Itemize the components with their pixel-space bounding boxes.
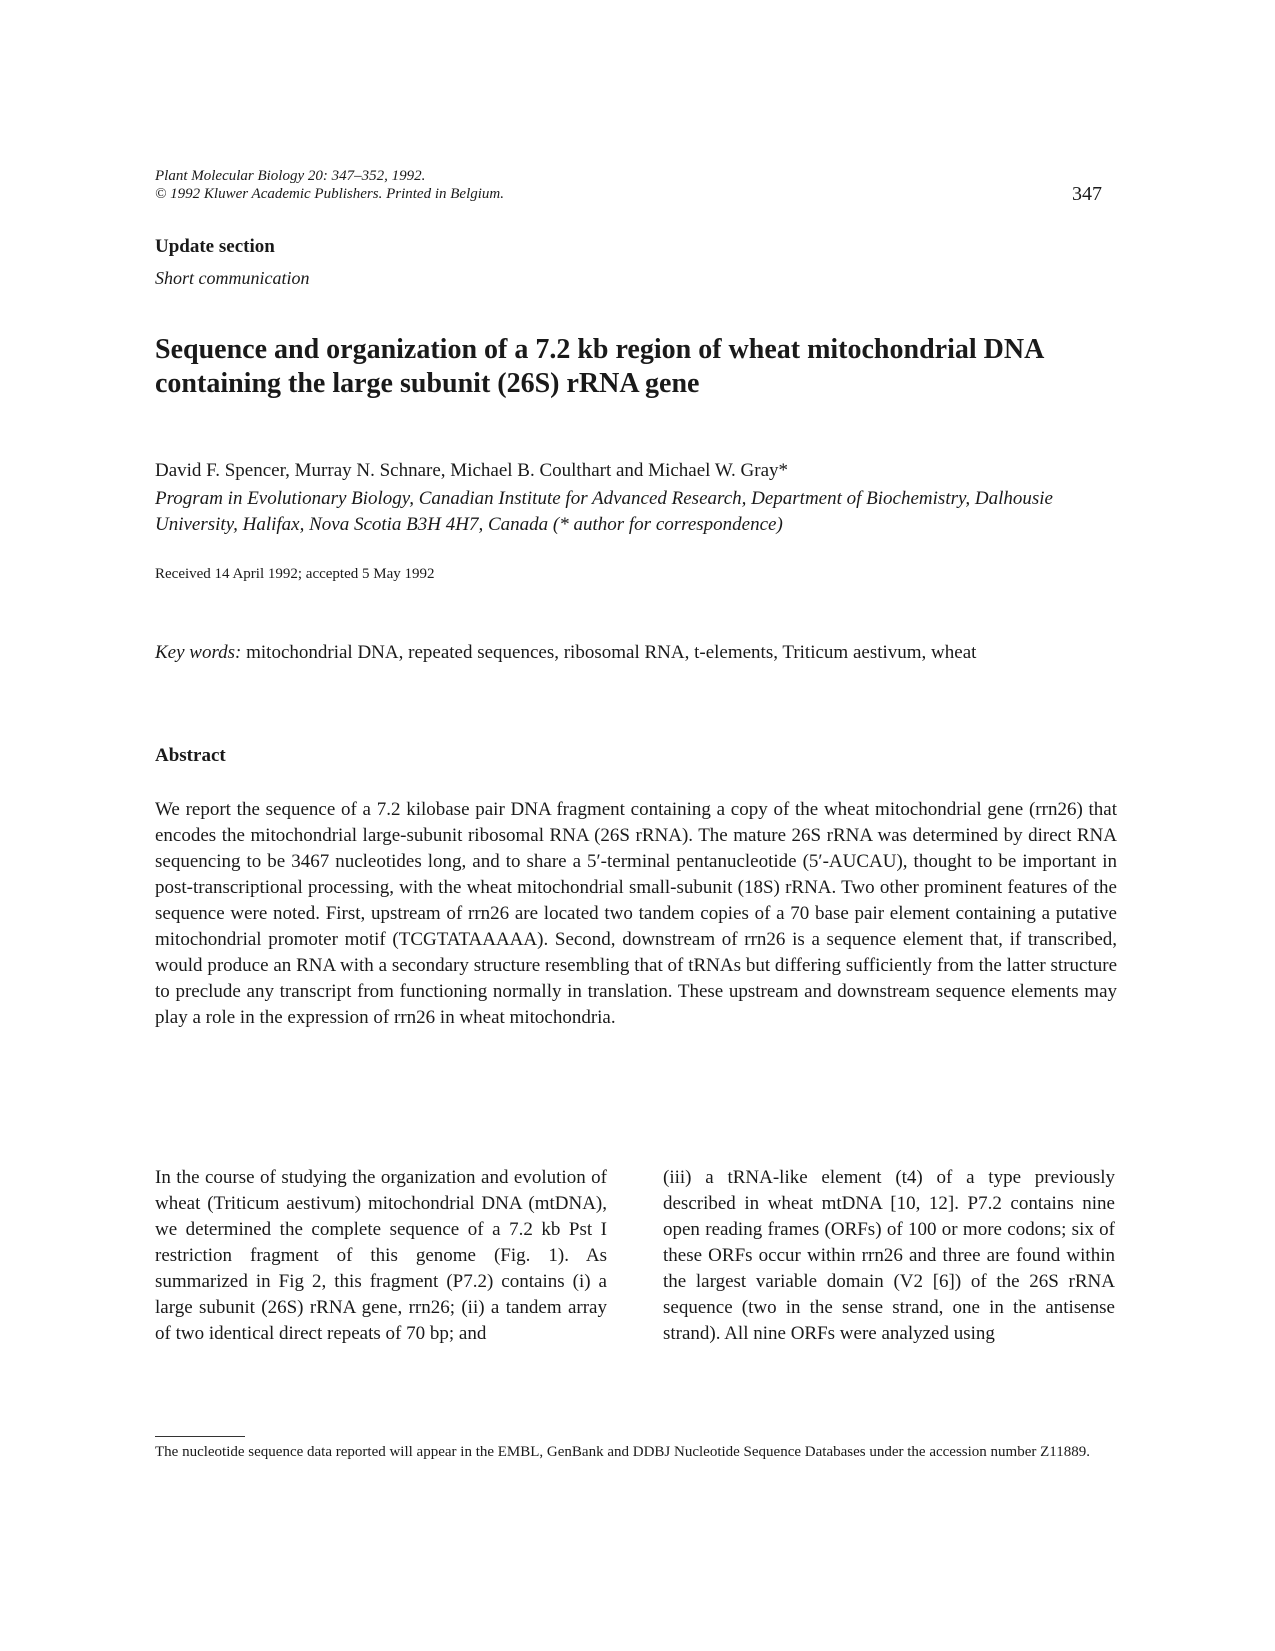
journal-line-1: Plant Molecular Biology 20: 347–352, 1992. [155, 168, 426, 184]
footnote: The nucleotide sequence data reported will appear in the EMBL, GenBank and DDBJ Nucleotide Sequence Databases under the accession number Z11889. [155, 1444, 1090, 1460]
keywords [155, 640, 1085, 666]
keywords-label: Key words: [155, 642, 242, 663]
body-column-right: (iii) a tRNA-like element (t4) of a type previously described in wheat mtDNA [10, 12]. P7.2 contains nine open reading frames (ORFs) of 100 or more codons; six of these ORFs occur within rrn26 and three are found within the largest variable domain (V2 [6]) of the 26S rRNA sequence (two in the sense strand, one in the antisense strand). All nine ORFs were analyzed using [663, 1167, 1115, 1344]
body-column-left: In the course of studying the organization and evolution of wheat (Triticum aestivum) mitochondrial DNA (mtDNA), we determined the complete sequence of a 7.2 kb Pst I restriction fragment of this genome (Fig. 1). As summarized in Fig 2, this fragment (P7.2) contains (i) a large subunit (26S) rRNA gene, rrn26; (ii) a tandem array of two identical direct repeats of 70 bp; and [155, 1167, 607, 1344]
keywords-text: mitochondrial DNA, repeated sequences, ribosomal RNA, t-elements, Triticum aestivum, wheat [241, 642, 977, 663]
subsection-label: Short communication [155, 268, 310, 288]
section-label: Update section [155, 236, 275, 257]
journal-line-2: © 1992 Kluwer Academic Publishers. Printed in Belgium. [155, 186, 504, 202]
affiliation: Program in Evolutionary Biology, Canadian Institute for Advanced Research, Department of Biochemistry, Dalhousie University, Halifax, Nova Scotia B3H 4H7, Canada (* author for correspondence) [155, 488, 1053, 535]
journal-citation [155, 167, 504, 203]
footnote-rule [155, 1436, 245, 1437]
abstract-heading: Abstract [155, 745, 226, 766]
paper-title: Sequence and organization of a 7.2 kb region of wheat mitochondrial DNA containing the large subunit (26S) rRNA gene [155, 334, 1043, 399]
authors: David F. Spencer, Murray N. Schnare, Michael B. Coulthart and Michael W. Gray* [155, 460, 789, 481]
received-dates: Received 14 April 1992; accepted 5 May 1992 [155, 566, 435, 582]
abstract-text: We report the sequence of a 7.2 kilobase pair DNA fragment containing a copy of the wheat mitochondrial gene (rrn26) that encodes the mitochondrial large-subunit ribosomal RNA (26S rRNA). The mature 26S rRNA was determined by direct RNA sequencing to be 3467 nucleotides long, and to share a 5′-terminal pentanucleotide (5′-AUCAU), thought to be important in post-transcriptional processing, with the wheat mitochondrial small-subunit (18S) rRNA. Two other prominent features of the sequence were noted. First, upstream of rrn26 are located two tandem copies of a 70 base pair element containing a putative mitochondrial promoter motif (TCGTATAAAAA). Second, downstream of rrn26 is a sequence element that, if transcribed, would produce an RNA with a secondary structure resembling that of tRNAs but differing sufficiently from the latter structure to preclude any transcript from functioning normally in translation. These upstream and downstream sequence elements may play a role in the expression of rrn26 in wheat mitochondria. [155, 799, 1117, 1028]
page-number: 347 [1072, 183, 1102, 205]
